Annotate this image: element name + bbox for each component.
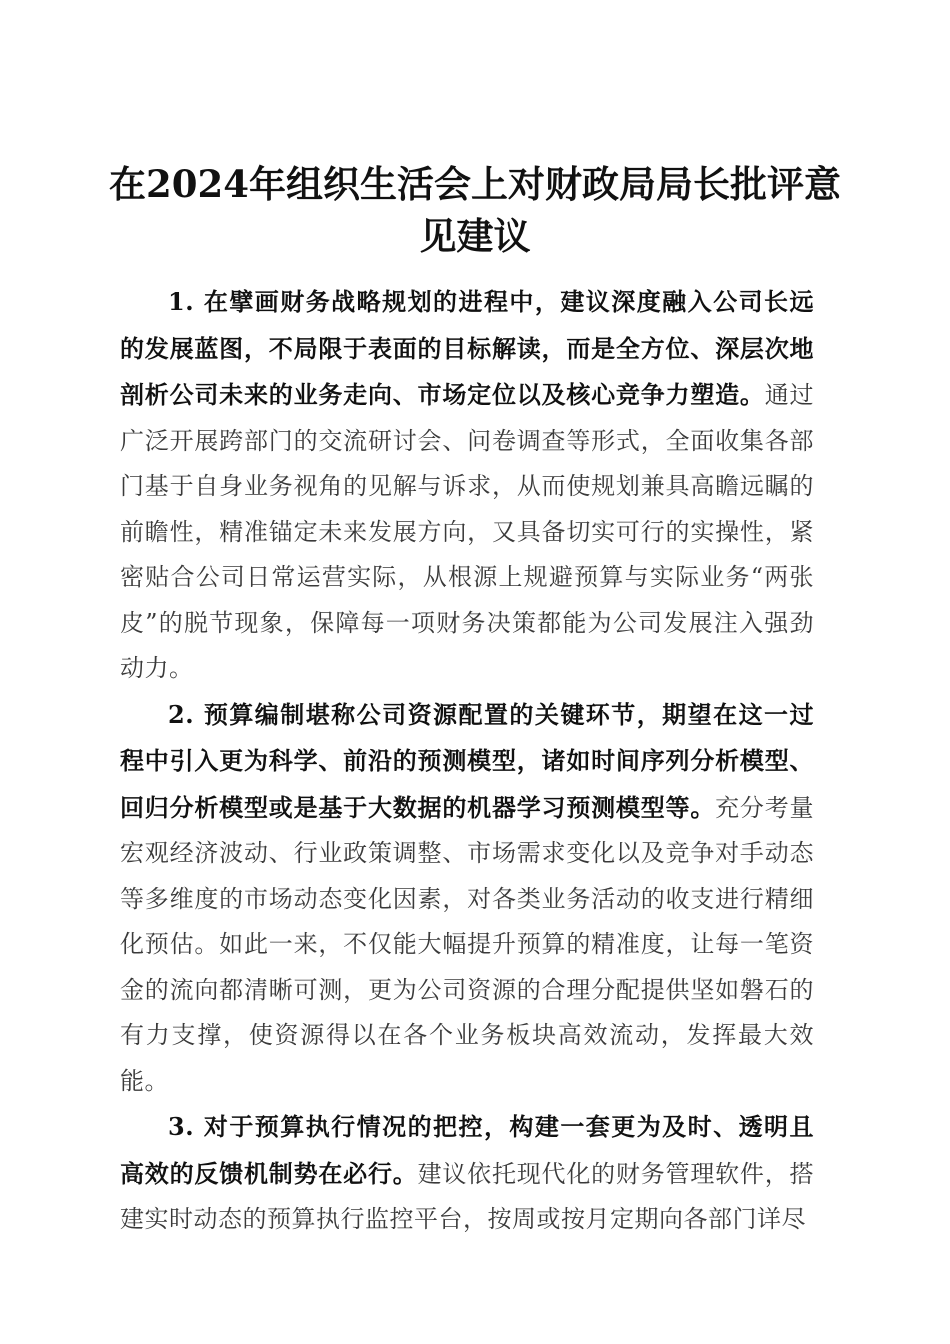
paragraph-1-lead: 1. 在擘画财务战略规划的进程中，建议深度融入公司长远的发展蓝图，不局限于表面的目标解读，而是全方位、深层次地剖析公司未来的业务走向、市场定位以及核心竞争力塑造。 <box>120 287 814 409</box>
paragraph-1-body: 通过广泛开展跨部门的交流研讨会、问卷调查等形式，全面收集各部门基于自身业务视角的见解与诉求，从而使规划兼具高瞻远瞩的前瞻性，精准锚定未来发展方向，又具备切实可行的实操性，紧密贴合公司日常运营实际，从根源上规避预算与实际业务“两张皮”的脱节现象，保障每一项财务决策都能为公司发展注入强劲动力。 <box>120 381 814 682</box>
paragraph-2-lead: 2. 预算编制堪称公司资源配置的关键环节，期望在这一过程中引入更为科学、前沿的预测模型，诸如时间序列分析模型、回归分析模型或是基于大数据的机器学习预测模型等。 <box>120 699 814 822</box>
paragraph-3-body: 建议依托现代化的财务管理软件，搭建实时动态的预算执行监控平台，按周或按月定期向各部门详尽 <box>120 1159 815 1233</box>
paragraph-1 <box>120 279 814 692</box>
paragraph-3-lead: 3. 对于预算执行情况的把控，构建一套更为及时、透明且高效的反馈机制势在必行。 <box>120 1112 814 1188</box>
document-body <box>120 279 814 1243</box>
paragraph-2 <box>120 692 814 1105</box>
document-title: 在2024年组织生活会上对财政局局长批评意见建议 <box>109 162 841 258</box>
paragraph-2-body: 充分考量宏观经济波动、行业政策调整、市场需求变化以及竞争对手动态等多维度的市场动态变化因素，对各类业务活动的收支进行精细化预估。如此一来，不仅能大幅提升预算的精准度，让每一笔资金的流向都清晰可测，更为公司资源的合理分配提供坚如磐石的有力支撑，使资源得以在各个业务板块高效流动，发挥最大效能。 <box>120 793 814 1095</box>
paragraph-3 <box>120 1104 814 1243</box>
